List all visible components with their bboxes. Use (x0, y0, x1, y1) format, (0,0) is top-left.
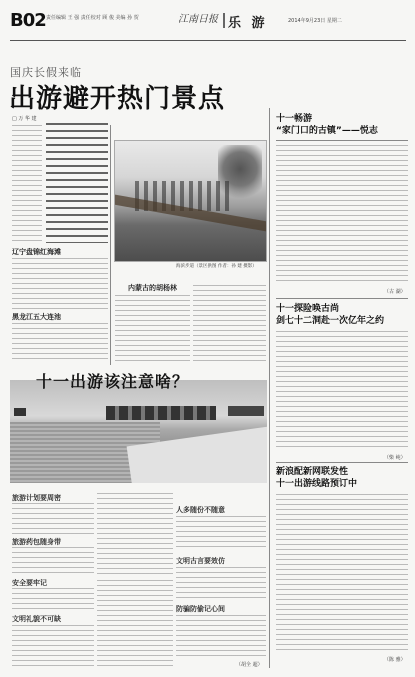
box2-title (276, 303, 408, 327)
subhead-wudalianchi: 黑龙江五大连池 (12, 313, 61, 321)
lead-intro-small (12, 125, 42, 245)
feature-text-crowd (176, 516, 266, 550)
feature-text-plan (12, 503, 94, 535)
villa-shape-right (228, 406, 264, 416)
masthead (10, 8, 406, 41)
section-name: 乐 游 (228, 16, 268, 31)
feature-subhead-civil: 文明古言要效仿 (176, 557, 225, 565)
box2-top-rule (276, 298, 408, 299)
feature-subhead-manners: 文明礼貌不可缺 (12, 615, 61, 623)
feature-text-safety (12, 588, 94, 612)
feature-photo (10, 380, 267, 483)
box3-top-rule (276, 462, 408, 463)
box2-signature: （柴 纯） (384, 455, 406, 461)
lead-photo-caption: 海滨步道（景区供图 作者：孙 建 摄影） (176, 264, 257, 269)
feature-title: 十一出游该注意啥？ (36, 372, 190, 391)
section-divider (223, 13, 225, 28)
editor-credits: 责任编辑 王 强 责任校对 顾 俊 美编 孙 贺 (46, 15, 139, 21)
feature-text-civil (176, 567, 266, 599)
box3-title-text: 新浪配新网联发性 十一出游线路预订中 (276, 467, 358, 489)
box1-text (276, 145, 408, 285)
feature-text-mid-2 (97, 580, 173, 668)
villa-shape-left (14, 408, 26, 416)
feature-subhead-plan: 旅游计划要周密 (12, 494, 61, 502)
feature-text-mid-1 (97, 493, 173, 575)
newspaper-name: 江南日报 (178, 14, 218, 25)
body-text-col3 (193, 285, 266, 363)
feature-signature: （胡全 超） (236, 662, 263, 668)
subhead-huyang: 内蒙古的胡杨林 (128, 284, 177, 292)
lead-photo (114, 140, 267, 262)
column-rule-1 (110, 125, 111, 365)
page-number: B02 (10, 10, 46, 31)
body-text-panjin (12, 258, 108, 310)
box1-title (276, 113, 408, 137)
villas-shape (106, 406, 216, 420)
body-text-huyang (115, 295, 190, 363)
box1-title-text: 十一畅游 “家门口的古镇”——悦志 (276, 114, 378, 136)
lead-byline: □ 万 华 建 (12, 116, 37, 122)
box3-title (276, 466, 408, 490)
box3-signature: （陈 雅） (384, 657, 406, 663)
lead-headline: 出游避开热门景点 (9, 84, 226, 114)
feature-text-scam (176, 615, 266, 659)
lead-intro-text (46, 123, 108, 243)
box2-text (276, 331, 408, 451)
subhead-panjin: 辽宁盘锦红海滩 (12, 248, 61, 256)
box3-text (276, 494, 408, 654)
feature-text-manners (12, 625, 94, 669)
box1-signature: （古 湖） (384, 289, 406, 295)
feature-subhead-crowd: 人多随份不随意 (176, 506, 225, 514)
feature-subhead-safety: 安全要牢记 (12, 579, 47, 587)
box1-rule (276, 140, 408, 141)
box2-title-text: 十一探险唤古尚 剑七十二洞赴一次亿年之约 (276, 304, 385, 326)
feature-subhead-medicine: 旅游药包随身带 (12, 538, 61, 546)
feature-text-medicine (12, 547, 94, 575)
lead-kicker: 国庆长假来临 (10, 66, 82, 79)
dateline: 2014年9月23日 星期二 (288, 18, 342, 24)
feature-subhead-scam: 防骗防偷记心间 (176, 605, 225, 613)
body-text-wudalianchi (12, 323, 108, 363)
column-rule-main (269, 108, 270, 668)
